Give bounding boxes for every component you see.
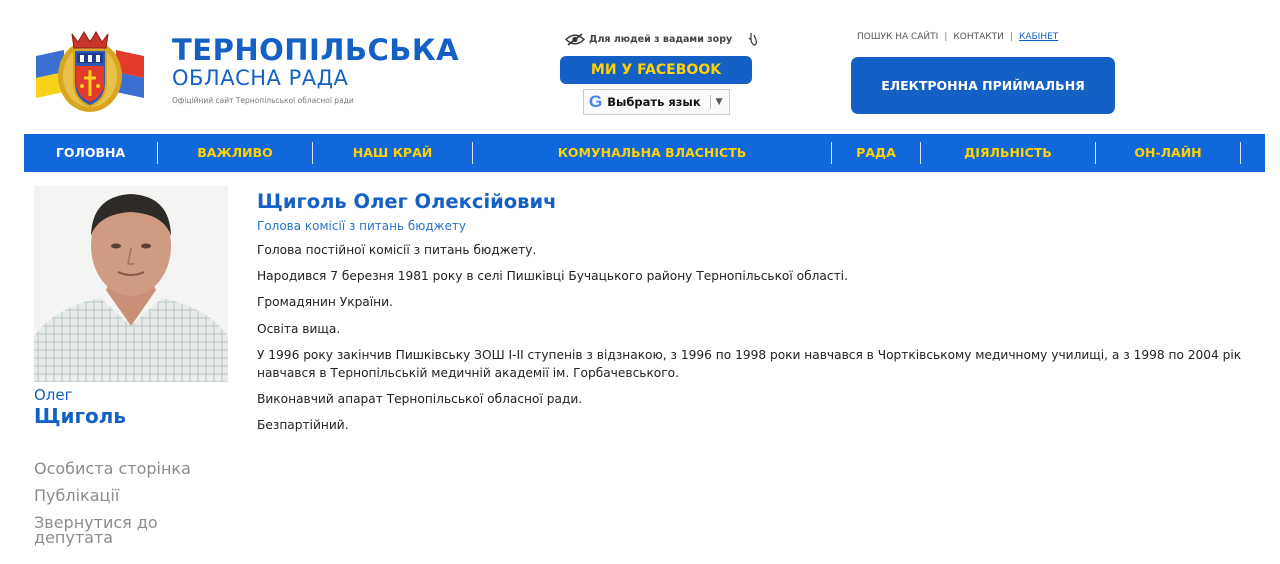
bio-paragraph: Виконавчий апарат Тернопільської обласної ради. [257,391,583,406]
top-links [857,32,1058,42]
sidebar-link-contact-deputy[interactable]: Звернутися до депутата [34,513,158,547]
site-subtitle[interactable]: ОБЛАСНА РАДА [172,66,349,90]
main-nav [24,134,1265,172]
deputy-photo [34,186,228,382]
language-separator [710,95,711,109]
deputy-full-name: Щиголь Олег Олексійович [257,190,557,213]
nav-divider [1240,142,1241,164]
top-links-divider: | [944,32,948,42]
contacts-link[interactable]: КОНТАКТИ [953,32,1004,42]
language-select[interactable] [583,89,730,115]
bio-paragraph: Голова постійної комісії з питань бюджету. [257,243,537,257]
dropdown-arrow-icon: ▼ [715,97,723,107]
facebook-button[interactable]: МИ У FACEBOOK [560,56,752,84]
cabinet-link[interactable]: КАБІНЕТ [1018,32,1059,42]
e-reception-button[interactable]: ЕЛЕКТРОННА ПРИЙМАЛЬНЯ [851,57,1115,114]
search-link[interactable]: ПОШУК НА САЙТІ [857,32,939,42]
deputy-position: Голова комісії з питань бюджету [257,219,466,233]
eye-crossed-icon [565,33,585,46]
deputy-last-name: Щиголь [34,404,127,428]
hand-icon [746,32,758,46]
accessibility-link[interactable] [565,32,758,46]
sidebar-link-publications[interactable]: Публікації [34,486,120,505]
nav-item-home[interactable]: ГОЛОВНА [55,145,126,160]
sidebar-link-personal-page[interactable]: Особиста сторінка [34,459,191,478]
accessibility-label: Для людей з вадами зору [589,33,733,45]
coat-of-arms-logo[interactable] [34,26,146,116]
nav-item-important[interactable]: ВАЖЛИВО [197,145,273,160]
bio-paragraph: Освіта вища. [257,321,341,336]
deputy-biography [257,241,1257,442]
nav-item-our-region[interactable]: НАШ КРАЙ [352,145,433,160]
bio-paragraph: Безпартійний. [257,418,349,433]
nav-item-council[interactable]: РАДА [856,145,896,160]
site-title[interactable]: ТЕРНОПІЛЬСЬКА [172,33,460,67]
site-header [0,0,1280,134]
nav-item-activity[interactable]: ДІЯЛЬНІСТЬ [964,145,1052,160]
nav-item-communal-property[interactable]: КОМУНАЛЬНА ВЛАСНІСТЬ [557,145,747,160]
site-tagline: Офіційний сайт Тернопільської обласної ради [172,96,354,105]
language-select-label: Выбрать язык [607,95,701,109]
google-g-icon: G [589,92,603,111]
bio-paragraph: У 1996 року закінчив Пишківську ЗОШ І-ІІ ступенів з відзнакою, з 1996 по 1998 роки навчався в Чортківському медичному училищі, а з 1998 по 2004 рік навчався в Тернопільській медичній академії ім. Горбачевського. [257,347,1242,380]
bio-paragraph: Громадянин України. [257,295,393,310]
top-links-divider: | [1009,32,1013,42]
bio-paragraph: Народився 7 березня 1981 року в селі Пишківці Бучацького району Тернопільської області. [257,269,848,284]
deputy-first-name: Олег [34,386,73,404]
nav-item-online[interactable]: ОН-ЛАЙН [1134,145,1202,160]
